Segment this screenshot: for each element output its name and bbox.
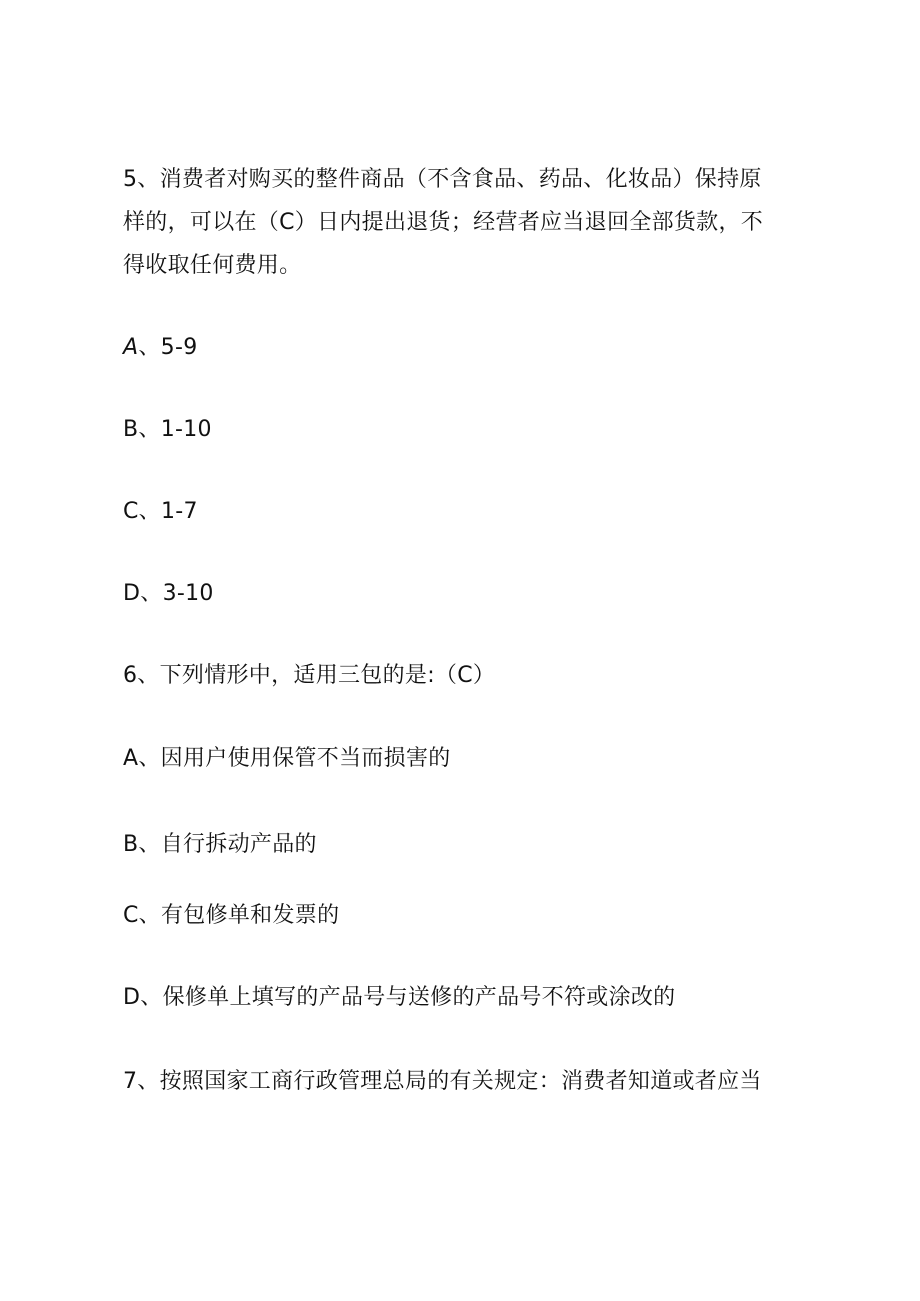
question-6-option-c	[123, 901, 339, 931]
option-text: 因用户使用保管不当而损害的	[160, 746, 451, 771]
question-5-option-b	[123, 415, 212, 445]
question-5-option-d	[123, 579, 214, 609]
option-letter: C	[123, 903, 139, 928]
option-text: 5-9	[160, 335, 198, 360]
option-text: 1-7	[160, 499, 198, 524]
question-5-stem-line-2: 样的，可以在（C）日内提出退货；经营者应当退回全部货款，不	[123, 210, 764, 235]
question-5-option-c	[123, 497, 198, 527]
option-separator: 、	[138, 499, 161, 524]
option-letter: A	[123, 746, 139, 771]
option-text: 1-10	[160, 417, 212, 442]
option-separator: 、	[138, 335, 161, 360]
option-separator: 、	[140, 985, 163, 1010]
question-5-option-a	[123, 333, 198, 363]
option-separator: 、	[138, 417, 161, 442]
question-7-stem-line-1: 7、按照国家工商行政管理总局的有关规定：消费者知道或者应当	[123, 1069, 762, 1094]
question-6-stem-line-1: 6、下列情形中，适用三包的是:（C）	[123, 663, 496, 688]
option-letter: C	[123, 499, 139, 524]
option-text: 保修单上填写的产品号与送修的产品号不符或涂改的	[162, 985, 676, 1010]
option-separator: 、	[138, 746, 161, 771]
option-letter: D	[123, 985, 141, 1010]
option-letter: D	[123, 581, 141, 606]
option-letter: B	[123, 417, 139, 442]
question-6-option-d	[123, 983, 675, 1013]
option-letter: A	[123, 335, 139, 360]
option-text: 3-10	[162, 581, 214, 606]
option-text: 有包修单和发票的	[160, 903, 340, 928]
option-text: 自行拆动产品的	[160, 832, 317, 857]
option-letter: B	[123, 832, 139, 857]
option-separator: 、	[140, 581, 163, 606]
option-separator: 、	[138, 832, 161, 857]
option-separator: 、	[138, 903, 161, 928]
question-6-option-b	[123, 830, 317, 860]
question-5-stem-line-3: 得收取任何费用。	[123, 253, 302, 278]
question-6-option-a	[123, 744, 451, 774]
question-5-stem-line-1: 5、消费者对购买的整件商品（不含食品、药品、化妆品）保持原	[123, 167, 762, 192]
